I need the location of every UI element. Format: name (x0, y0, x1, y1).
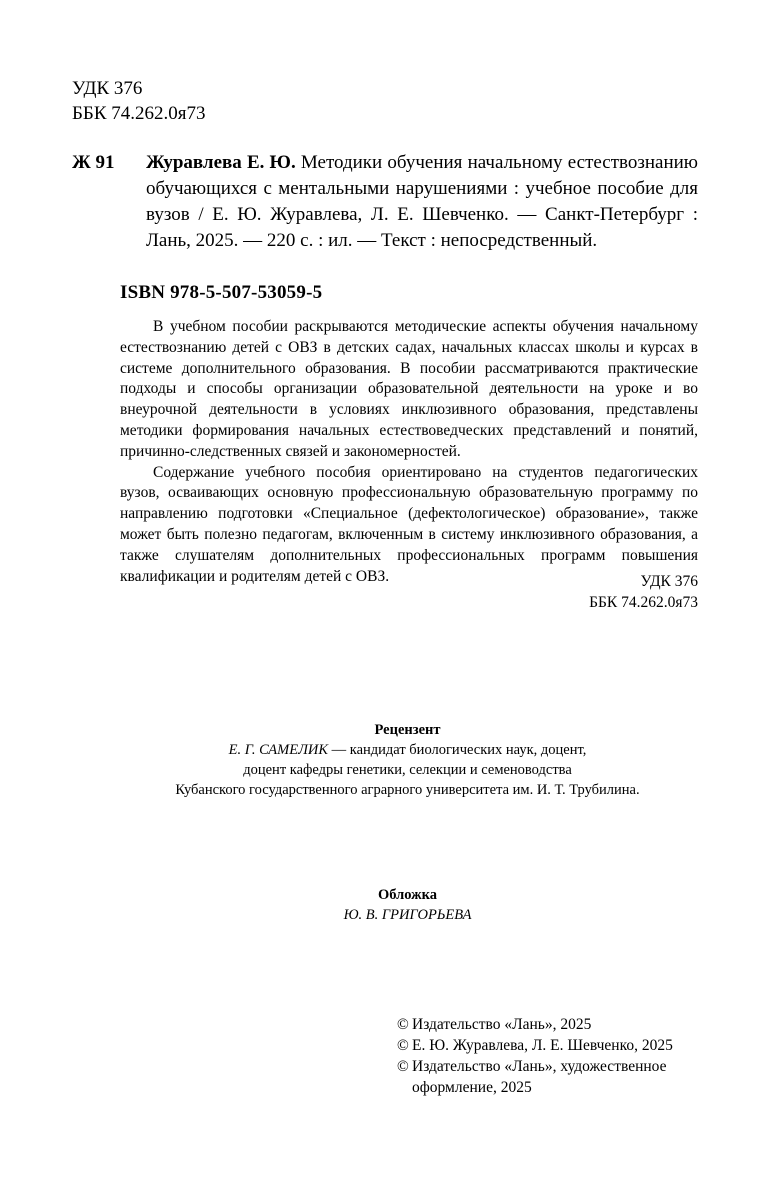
reviewer-title: — кандидат биологических наук, доцент, (328, 742, 587, 758)
copyright-notices (397, 1014, 717, 1098)
abstract (120, 317, 698, 587)
copyright-text: Издательство «Лань», 2025 (412, 1016, 592, 1033)
header-classification-codes (72, 76, 205, 126)
header-bbk-code: ББК 74.262.0я73 (72, 103, 206, 124)
copyright-text: Издательство «Лань», художественное оформление, 2025 (412, 1058, 667, 1096)
abstract-paragraph-2: Содержание учебного пособия ориентировано на студентов педагогических вузов, осваивающих основную профессиональную образовательную программу по направлению подготовки «Специальное (дефектологическое) образование», также может быть полезно педагогам, включенным в систему инклюзивного образования, а также слушателям дополнительных профессиональных программ повышения квалификации и родителям детей с ОВЗ. (120, 463, 698, 585)
copyright-line (397, 1056, 702, 1098)
copyright-line (397, 1035, 717, 1056)
reviewer-name: Е. Г. САМЕЛИК (228, 742, 328, 758)
reviewer-line-2: доцент кафедры генетики, селекции и семеноводства (243, 762, 572, 778)
reviewer-heading: Рецензент (374, 722, 441, 738)
abstract-paragraph-1: В учебном пособии раскрываются методические аспекты обучения начальному естествознанию детей с ОВЗ в детских садах, начальных классах школы и курсах в системе дополнительного образования. В пособии рассматриваются практические подходы и способы организации образовательной деятельности на уроке и во внеурочной деятельности в условиях инклюзивного образования, представлены методики формирования начальных естествоведческих представлений и понятий, причинно-следственных связей и закономерностей. (120, 318, 698, 460)
cover-credit-section (0, 885, 769, 925)
reviewer-line-1 (0, 740, 769, 760)
bibliographic-description: Методики обучения начальному естествознанию обучающихся с ментальными нарушениями : учебное пособие для вузов / Е. Ю. Журавлева, Л. Е. Шевченко. — Санкт-Петербург : Лань, 2025. — 220 с. : ил. — Текст : непосредственный. (146, 152, 698, 251)
copyright-symbol: © (397, 1058, 409, 1075)
copyright-line (397, 1014, 717, 1035)
header-udk-code: УДК 376 (72, 78, 143, 99)
bibliographic-record (72, 150, 698, 254)
cover-designer-name: Ю. В. ГРИГОРЬЕВА (343, 907, 472, 923)
copyright-symbol: © (397, 1016, 409, 1033)
cover-heading: Обложка (377, 887, 438, 903)
author-mark: Ж 91 (72, 152, 115, 173)
bibliographic-description-block (146, 150, 698, 254)
author-name: Журавлева Е. Ю. (146, 152, 296, 173)
reviewer-section (0, 720, 769, 800)
isbn-number: ISBN 978-5-507-53059-5 (120, 282, 323, 303)
reviewer-line-3: Кубанского государственного аграрного университета им. И. Т. Трубилина. (175, 782, 640, 798)
copyright-symbol: © (397, 1037, 409, 1054)
footer-udk-code: УДК 376 (640, 573, 698, 590)
footer-bbk-code: ББК 74.262.0я73 (589, 593, 698, 611)
footer-classification-codes (589, 572, 698, 614)
copyright-text: Е. Ю. Журавлева, Л. Е. Шевченко, 2025 (412, 1037, 673, 1054)
